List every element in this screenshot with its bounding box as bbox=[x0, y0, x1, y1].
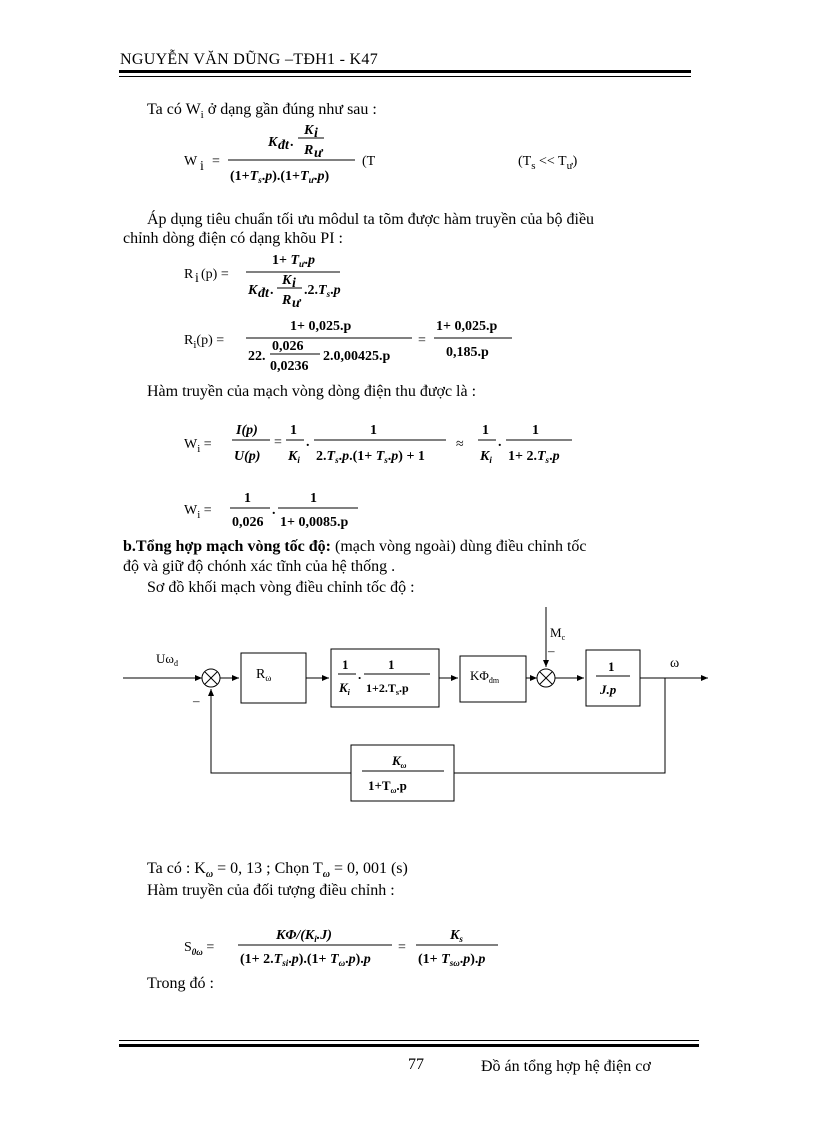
svg-text:1: 1 bbox=[608, 659, 615, 674]
svg-text:≈: ≈ bbox=[456, 437, 464, 452]
svg-text:ư: ư bbox=[314, 146, 323, 161]
svg-text:R: R bbox=[184, 267, 194, 282]
svg-text:1+ 2.Ts.p: $1+ 2.T_s.p$ bbox=[508, 449, 560, 465]
formula-wi-loop bbox=[180, 420, 600, 472]
svg-text:K: K bbox=[268, 135, 278, 150]
svg-text:1+2.Ts.p: $1+2.T_s.p$ bbox=[366, 681, 409, 697]
svg-text:1: 1 bbox=[310, 491, 317, 506]
svg-text:K: K bbox=[282, 273, 292, 288]
svg-text:2.0,00425.p: 2.0,00425.p bbox=[323, 349, 391, 364]
intro-line: Ta có $W_i$ ở dạng gần đúng như sau : bbox=[147, 101, 377, 122]
svg-text:=: = bbox=[274, 435, 282, 450]
svg-text:.: . bbox=[358, 667, 362, 682]
trong-do: Trong đó : bbox=[147, 975, 214, 992]
svg-text:(T: (T bbox=[362, 154, 376, 169]
svg-text:ư: ư bbox=[292, 296, 301, 311]
formula-plant bbox=[180, 925, 540, 973]
svg-text:đt: đt bbox=[278, 138, 289, 153]
svg-text:K: K bbox=[304, 123, 314, 138]
controller-block bbox=[241, 653, 306, 703]
svg-text:1: 1 bbox=[532, 423, 539, 438]
svg-text:KΦđm: $K\Phi_{đm}$ bbox=[470, 668, 500, 685]
svg-text:W: W bbox=[184, 154, 198, 169]
section-b-line2: độ và giữ độ chónh xác tĩnh của hệ thống . bbox=[123, 558, 396, 575]
svg-text:J.p: J.p bbox=[600, 682, 617, 697]
footer-rule-thick bbox=[119, 1044, 699, 1047]
summing-junction-2 bbox=[537, 669, 555, 687]
svg-text:Ks: $K_s$ bbox=[450, 928, 463, 944]
svg-text:.: . bbox=[498, 435, 502, 450]
svg-text:R: R bbox=[304, 143, 314, 158]
svg-text:0,026: 0,026 bbox=[272, 339, 304, 354]
diagram-intro: Sơ đồ khối mạch vòng điều chỉnh tốc độ : bbox=[147, 579, 415, 596]
svg-text:(1+ Tsω.p).p: $(1+ T_{s\omega}.p).p$ bbox=[418, 952, 486, 968]
svg-text:0,0236: 0,0236 bbox=[270, 359, 309, 374]
formula-ri-numeric bbox=[180, 316, 540, 376]
svg-text:1: 1 bbox=[290, 423, 297, 438]
plant-intro: Hàm truyền của đối tượng điều chỉnh : bbox=[147, 882, 395, 899]
svg-text:2.Ts.p.(1+ Ts.p) + 1: $2.T_s.p.(1+ T_s.p) + 1$ bbox=[316, 449, 425, 465]
svg-text:I(p): I(p) bbox=[236, 423, 258, 438]
svg-text:S0ω =: $S_{0\omega}$ = bbox=[184, 940, 215, 957]
svg-text:Ki: $K_i$ bbox=[339, 680, 350, 697]
svg-text:1: 1 bbox=[342, 657, 349, 672]
svg-text:=: = bbox=[418, 333, 426, 348]
svg-text:1: 1 bbox=[244, 491, 251, 506]
header-rule-thin bbox=[119, 76, 691, 77]
svg-text:1+ Tư.p: $1+ T_ư.p$ bbox=[272, 253, 315, 269]
svg-text:Kω: $K_\omega$ bbox=[392, 753, 407, 770]
svg-text:22.: 22. bbox=[248, 349, 266, 364]
svg-text:0,185.p: 0,185.p bbox=[446, 345, 489, 360]
paragraph-line2: chỉnh dòng điện có dạng khõu PI : bbox=[123, 230, 343, 247]
svg-text:=: = bbox=[212, 154, 220, 169]
svg-text:Wi =: $W_i$ = bbox=[184, 503, 212, 521]
svg-text:(Ts << Tư): $(T_s << T_ư)$ bbox=[518, 154, 578, 172]
svg-text:(1+Ts.p).(1+Tư.p): $(1+T_s.p).(1+T_ư.p)$ bbox=[230, 169, 330, 185]
svg-text:đt: đt bbox=[258, 286, 269, 301]
output-label: ω bbox=[670, 656, 680, 671]
svg-text:(p) =: (p) = bbox=[201, 267, 229, 282]
section-b-heading: b.Tổng hợp mạch vòng tốc độ: (mạch vòng ngoài) dùng điều chỉnh tốc bbox=[123, 538, 587, 555]
svg-text:R: R bbox=[282, 293, 292, 308]
svg-text:i: i bbox=[195, 271, 199, 286]
svg-text:Ki: $K_i$ bbox=[288, 449, 300, 465]
svg-text:1: 1 bbox=[370, 423, 377, 438]
svg-text:i: i bbox=[292, 276, 296, 291]
footer-rule-thin bbox=[119, 1040, 699, 1041]
svg-text:.: . bbox=[272, 503, 276, 518]
svg-text:U(p): U(p) bbox=[234, 449, 261, 464]
svg-text:(1+ 2.Tsi.p).(1+ Tω.p).p: $(1+ 2.T_{si}.p).(1+ T_\omega.p).p$ bbox=[240, 952, 371, 968]
formula-wi-approx bbox=[180, 120, 640, 190]
svg-text:1: 1 bbox=[482, 423, 489, 438]
svg-text:1: 1 bbox=[388, 657, 395, 672]
svg-text:1+ 0,0085.p: 1+ 0,0085.p bbox=[280, 515, 349, 530]
svg-text:Ki: $K_i$ bbox=[480, 449, 492, 465]
svg-text:0,026: 0,026 bbox=[232, 515, 264, 530]
svg-text:1+Tω.p: $1+T_\omega.p$ bbox=[368, 778, 407, 795]
svg-text:Wi =: $W_i$ = bbox=[184, 437, 212, 455]
svg-text:Rω: $R_\omega$ bbox=[256, 667, 272, 683]
svg-text:–: – bbox=[193, 693, 200, 708]
svg-text:.2.Ts.p: $.2.T_s.p$ bbox=[304, 283, 341, 299]
svg-text:–: – bbox=[548, 643, 555, 658]
svg-text:K: K bbox=[248, 283, 258, 298]
svg-text:i: i bbox=[314, 126, 318, 141]
formula-wi-numeric bbox=[180, 488, 400, 534]
svg-text:=: = bbox=[398, 940, 406, 955]
values-line: Ta có : $K_\omega = 0$, 13 ; Chọn $T_\omega = 0$, 001 (s) bbox=[147, 860, 408, 881]
formula-ri-symbolic bbox=[180, 248, 480, 320]
disturbance-label: $M_c$ bbox=[550, 625, 566, 642]
block-diagram bbox=[118, 605, 718, 805]
summing-junction-1 bbox=[202, 669, 220, 687]
svg-text:KΦ/(Ki.J): $K\Phi/(K_i.J)$ bbox=[276, 928, 332, 944]
page-header: NGUYỄN VĂN DŨNG –TĐH1 - K47 bbox=[120, 51, 379, 68]
svg-text:Ri(p) =: $R_i(p)$ = bbox=[184, 333, 225, 351]
svg-text:.: . bbox=[306, 435, 310, 450]
footer-title: Đồ án tổng hợp hệ điện cơ bbox=[481, 1058, 651, 1075]
input-label: $U\omega_đ$ bbox=[156, 651, 178, 668]
loop-intro: Hàm truyền của mạch vòng dòng điện thu được là : bbox=[147, 383, 477, 400]
page-number: 77 bbox=[408, 1056, 424, 1073]
paragraph-line1: Áp dụng tiêu chuẩn tối ưu môdul ta tõm được hàm truyền của bộ điều bbox=[147, 211, 595, 228]
svg-text:i: i bbox=[200, 159, 204, 174]
svg-text:1+ 0,025.p: 1+ 0,025.p bbox=[290, 319, 352, 334]
svg-text:.: . bbox=[290, 135, 294, 150]
svg-text:.: . bbox=[270, 283, 274, 298]
svg-text:1+ 0,025.p: 1+ 0,025.p bbox=[436, 319, 498, 334]
header-rule-thick bbox=[119, 70, 691, 73]
